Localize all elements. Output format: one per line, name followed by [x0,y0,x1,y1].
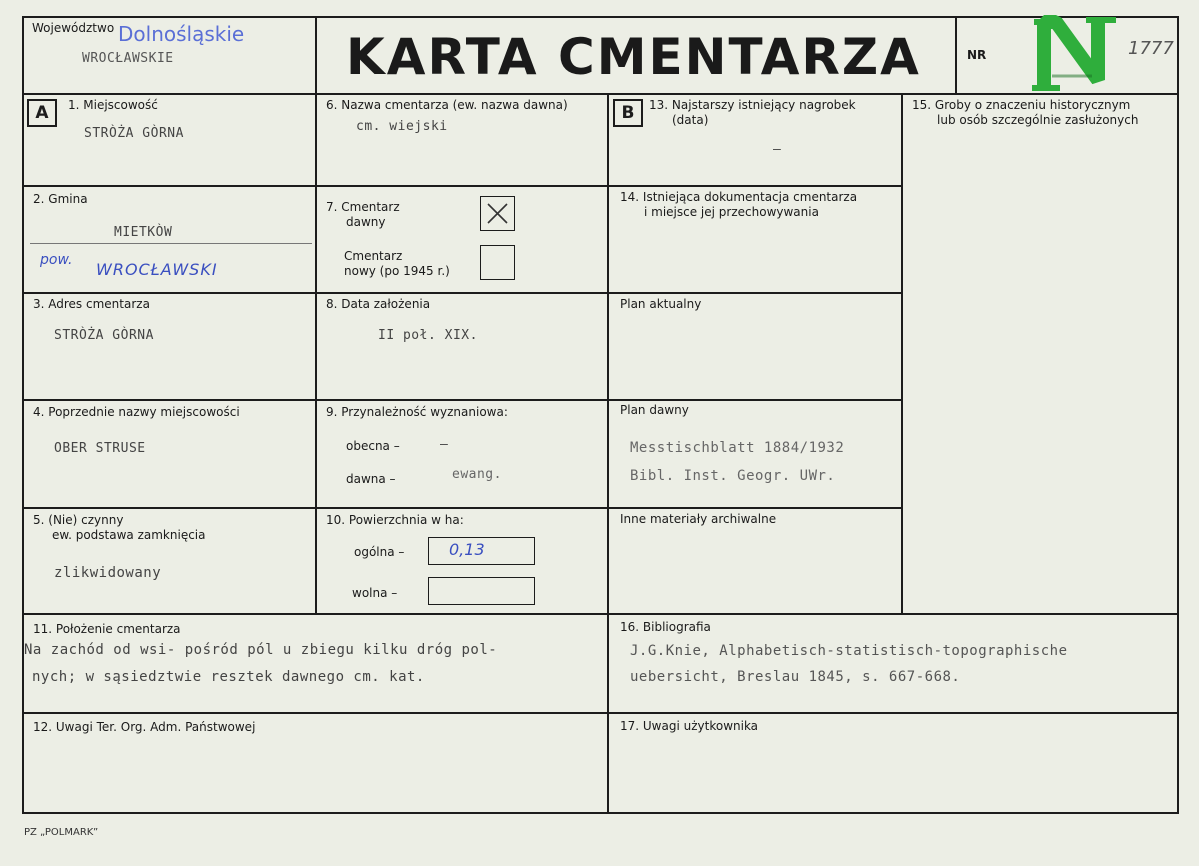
f1-label: 1. Miejscowość [68,98,158,112]
f5-label-2: ew. podstawa zamknięcia [52,528,206,542]
f10-wolna-label: wolna – [352,586,398,600]
col-line-3 [901,93,903,614]
f9-obecna-label: obecna – [346,439,400,453]
f7-label-3: Cmentarz [344,249,403,263]
b-row-line-4 [607,507,903,509]
f17-label: 17. Uwagi użytkownika [620,719,759,733]
row-line-3 [22,399,609,401]
header-vline-2 [955,16,957,95]
row-line-2 [22,292,609,294]
f7-label-2: dawny [346,215,386,229]
f14-label-1: 14. Istniejąca dokumentacja cmentarza [620,190,858,204]
b-row-line-1 [607,185,903,187]
f4-label: 4. Poprzednie nazwy miejscowości [33,405,240,419]
f7-label-4: nowy (po 1945 r.) [344,264,450,278]
f11-label: 11. Położenie cmentarza [33,622,181,636]
f7-dawny-checkbox[interactable] [480,196,515,231]
f9-dawna-value: ewang. [452,467,502,482]
f1-value: STRÒŻA GÒRNA [84,126,184,141]
row-line-1 [22,185,609,187]
nr-value: 1777 [1128,38,1174,59]
f3-value: STRÒŻA GÒRNA [54,328,154,343]
f10-ogolna-value: 0,13 [449,540,485,559]
f13-label-2: (data) [672,113,709,127]
plan-dawny-line-2: Bibl. Inst. Geogr. UWr. [630,468,836,484]
f7-label-1: 7. Cmentarz [326,200,400,214]
f10-wolna-field[interactable] [428,577,535,605]
inne-label: Inne materiały archiwalne [620,512,777,526]
f10-ogolna-label: ogólna – [354,545,405,559]
f15-label-2: lub osób szczególnie zasłużonych [937,113,1139,127]
f2-value: MIETKÒW [114,225,173,240]
wojewodztwo-value: WROCŁAWSKIE [82,51,174,66]
f7-nowy-checkbox[interactable] [480,245,515,280]
f2-pow-value: WROCŁAWSKI [96,260,218,279]
plan-dawny-label: Plan dawny [620,403,689,417]
f13-value: – [773,142,782,157]
row-line-6 [22,712,1179,714]
plan-dawny-line-1: Messtischblatt 1884/1932 [630,440,845,456]
f5-value: zlikwidowany [54,565,162,581]
f10-ogolna-field[interactable] [428,537,535,565]
f6-label: 6. Nazwa cmentarza (ew. nazwa dawna) [326,98,568,112]
f9-obecna-value: – [440,437,449,452]
f5-label-1: 5. (Nie) czynny [33,513,124,527]
f15-label-1: 15. Groby o znaczeniu historycznym [912,98,1131,112]
green-n-icon [1030,14,1122,92]
f9-dawna-label: dawna – [346,472,396,486]
f3-label: 3. Adres cmentarza [33,297,150,311]
f2-label: 2. Gmina [33,192,88,206]
f8-value: II poł. XIX. [378,328,478,343]
row-line-4 [22,507,609,509]
b-row-line-3 [607,399,903,401]
f8-label: 8. Data założenia [326,297,431,311]
f14-label-2: i miejsce jej przechowywania [644,205,819,219]
section-a-letter: A [27,99,57,127]
frame-left [22,16,24,814]
page-title: KARTA CMENTARZA [346,28,921,86]
f11-line-2: nych; w sąsiedztwie resztek dawnego cm. kat. [32,669,425,685]
gmina-pow-divider [30,243,312,244]
section-b-letter: B [613,99,643,127]
f11-line-1: Na zachód od wsi- pośród pól u zbiegu kilku dróg pol- [24,642,498,658]
f10-label: 10. Powierzchnia w ha: [326,513,464,527]
f9-label: 9. Przynależność wyznaniowa: [326,405,508,419]
col-line-1 [315,93,317,614]
b-row-line-2 [607,292,903,294]
frame-right [1177,16,1179,814]
frame-bottom [22,812,1179,814]
wojewodztwo-stamp: Dolnośląskie [118,22,245,46]
f16-line-2: uebersicht, Breslau 1845, s. 667-668. [630,669,961,685]
plan-aktualny-label: Plan aktualny [620,297,702,311]
f2-pow-label: pow. [40,252,73,268]
checkmark-x-icon [481,197,514,230]
printer-mark: PZ „POLMARK” [24,827,99,838]
frame-top [22,16,1179,18]
wojewodztwo-label: Województwo [32,21,115,35]
col-line-2 [607,93,609,814]
nr-label: NR [967,48,987,62]
header-vline-1 [315,16,317,95]
f12-label: 12. Uwagi Ter. Org. Adm. Państwowej [33,720,256,734]
f16-line-1: J.G.Knie, Alphabetisch-statistisch-topographische [630,643,1068,659]
f6-value: cm. wiejski [356,119,448,134]
f16-label: 16. Bibliografia [620,620,711,634]
header-divider [22,93,1179,95]
green-n-marker [1030,14,1122,92]
row-line-5 [22,613,1179,615]
f13-label-1: 13. Najstarszy istniejący nagrobek [649,98,856,112]
f4-value: OBER STRUSE [54,441,146,456]
